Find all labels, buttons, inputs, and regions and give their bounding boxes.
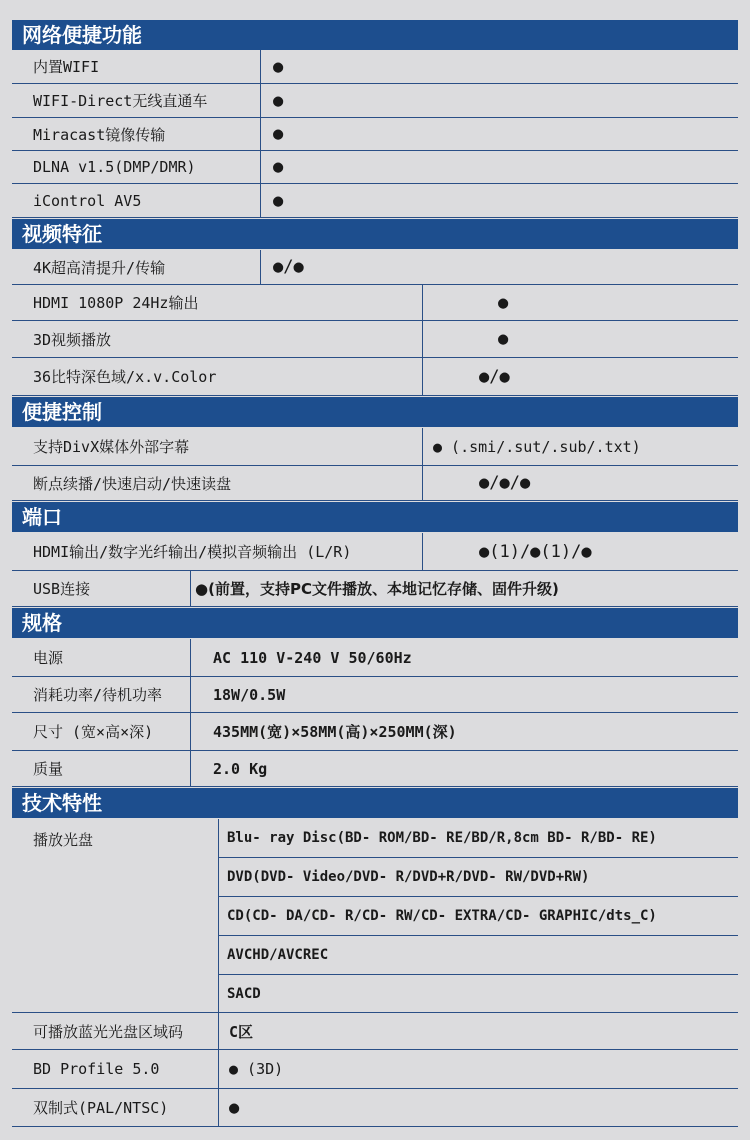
row-value: ● <box>273 124 284 144</box>
disc-item <box>219 819 738 858</box>
spec-row-divx <box>12 428 738 466</box>
section-header-control: 便捷控制 <box>12 397 738 427</box>
disc-format: DVD(DVD- Video/DVD- R/DVD+R/DVD- RW/DVD+RW) <box>227 869 590 885</box>
spec-row-miracast <box>12 118 738 151</box>
row-value: ●(1)/●(1)/● <box>479 541 592 562</box>
row-value: ● <box>273 56 284 77</box>
disc-item <box>219 858 738 897</box>
row-label: 36比特深色域/x.v.Color <box>33 368 217 386</box>
disc-format: Blu- ray Disc(BD- ROM/BD- RE/BD/R,8cm BD- R/BD- RE) <box>227 830 657 846</box>
disc-format: SACD <box>227 986 261 1002</box>
spec-row-weight <box>12 751 738 787</box>
row-label: 消耗功率/待机功率 <box>33 686 163 704</box>
row-label: 质量 <box>33 760 64 778</box>
row-label: BD Profile 5.0 <box>33 1060 160 1078</box>
section-header-ports: 端口 <box>12 502 738 532</box>
disc-format: CD(CD- DA/CD- R/CD- RW/CD- EXTRA/CD- GRAPHIC/dts_C) <box>227 908 657 924</box>
row-label: 断点续播/快速启动/快速读盘 <box>33 474 232 493</box>
spec-row-color <box>12 358 738 396</box>
row-label: 4K超高清提升/传输 <box>33 258 166 277</box>
row-value: ●/● <box>479 366 510 387</box>
section-header-spec: 规格 <box>12 608 738 638</box>
row-value: ● <box>273 90 284 111</box>
row-value: 435MM(宽)×58MM(高)×250MM(深) <box>213 723 457 741</box>
spec-row-resume <box>12 466 738 501</box>
row-label: 电源 <box>33 649 64 667</box>
row-value: ● <box>229 1097 240 1118</box>
row-label: 支持DivX媒体外部字幕 <box>33 438 190 456</box>
row-label: 尺寸 (宽×高×深) <box>33 723 154 741</box>
row-label: HDMI输出/数字光纤输出/模拟音频输出 (L/R) <box>33 543 352 561</box>
row-label: Miracast镜像传输 <box>33 125 166 144</box>
disc-format: AVCHD/AVCREC <box>227 947 329 963</box>
row-value: 2.0 Kg <box>213 759 268 778</box>
row-value: ●/● <box>273 257 304 277</box>
disc-item <box>219 936 738 975</box>
spec-row-icontrol <box>12 184 738 218</box>
row-value: ● (.smi/.sut/.sub/.txt) <box>433 437 641 456</box>
spec-row-wifi-direct <box>12 84 738 118</box>
spec-row-power <box>12 639 738 677</box>
spec-row-outputs <box>12 533 738 571</box>
disc-item <box>219 897 738 936</box>
row-value: ● (3D) <box>229 1060 284 1078</box>
row-value: ●(前置，支持PC文件播放、本地记忆存储、固件升级) <box>195 580 559 598</box>
row-value: ●/●/● <box>479 473 531 493</box>
row-label: USB连接 <box>33 580 91 598</box>
row-value: ● <box>273 157 284 177</box>
row-label: DLNA v1.5(DMP/DMR) <box>33 158 196 176</box>
row-label: 内置WIFI <box>33 58 100 76</box>
row-value: ● <box>498 292 509 313</box>
spec-row-hdmi-1080p <box>12 285 738 321</box>
row-value: AC 110 V-240 V 50/60Hz <box>213 648 412 667</box>
row-label: 播放光盘 <box>33 830 94 849</box>
spec-row-dimensions <box>12 713 738 751</box>
row-label: 双制式(PAL/NTSC) <box>33 1099 169 1117</box>
spec-row-usb <box>12 571 738 607</box>
row-label: HDMI 1080P 24Hz输出 <box>33 294 199 312</box>
section-header-video: 视频特征 <box>12 219 738 249</box>
row-value: C区 <box>229 1022 254 1041</box>
spec-row-consumption <box>12 677 738 713</box>
disc-item <box>219 975 738 1013</box>
row-label: 3D视频播放 <box>33 330 112 349</box>
section-header-network: 网络便捷功能 <box>12 20 738 50</box>
row-value: ● <box>273 190 284 211</box>
row-value: 18W/0.5W <box>213 685 286 704</box>
spec-row-wifi <box>12 50 738 84</box>
spec-row-pal-ntsc <box>12 1089 738 1127</box>
row-label: iControl AV5 <box>33 191 142 210</box>
spec-row-3d <box>12 321 738 358</box>
spec-row-4k <box>12 250 738 285</box>
spec-row-region <box>12 1013 738 1050</box>
row-label: WIFI-Direct无线直通车 <box>33 92 208 110</box>
spec-row-bd-profile <box>12 1050 738 1089</box>
row-value: ● <box>498 329 509 349</box>
row-label: 可播放蓝光光盘区域码 <box>33 1022 184 1041</box>
section-header-tech: 技术特性 <box>12 788 738 818</box>
spec-row-dlna <box>12 151 738 184</box>
